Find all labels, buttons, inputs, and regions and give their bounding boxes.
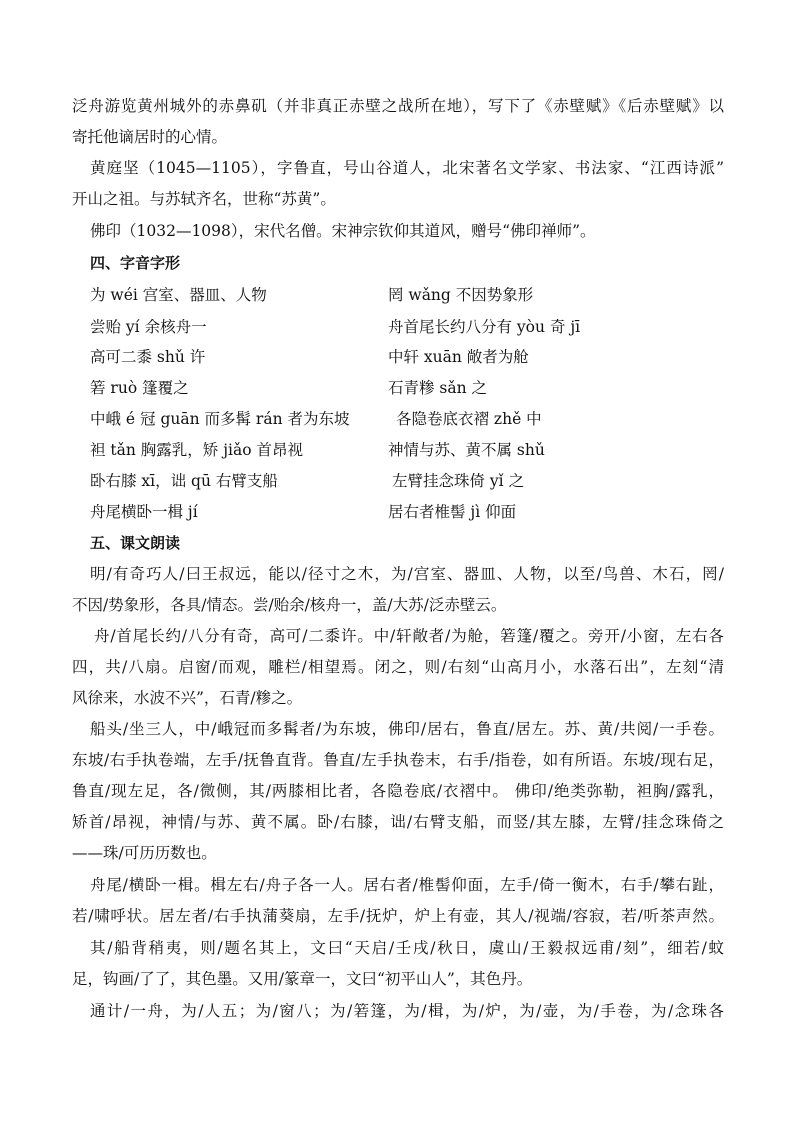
- reading-line: ——珠/可历历数也。: [72, 844, 217, 862]
- section-4-heading: 四、字音字形: [90, 254, 181, 272]
- pron-left-6: 袒 tǎn 胸露乳，矫 jiǎo 首昂视: [90, 441, 303, 459]
- pron-left-1: 为 wéi 宫室、器皿、人物: [90, 286, 267, 304]
- pron-right-6: 神情与苏、黄不属 shǔ: [388, 441, 545, 459]
- reading-line: 风徐来，水波不兴”，石青/糁之。: [72, 689, 303, 707]
- reading-line: 舟/首尾长约/八分有奇，高可/二黍许。中/轩敞者/为舱，箬篷/覆之。旁开/小窗，左右各: [94, 627, 724, 645]
- section-5-heading: 五、课文朗读: [90, 534, 181, 552]
- reading-line: 足，钩画/了了，其色墨。又用/篆章一，文曰“初平山人”，其色丹。: [72, 970, 533, 988]
- pron-left-3: 高可二黍 shǔ 许: [90, 348, 206, 366]
- pron-right-8: 居右者椎髻 jì 仰面: [388, 503, 517, 521]
- pron-right-2: 舟首尾长约八分有 yòu 奇 jī: [388, 318, 581, 336]
- reading-line: 东坡/右手执卷端，左手/抚鲁直背。鲁直/左手执卷末，右手/指卷，如有所语。东坡/现右足，: [72, 751, 724, 769]
- pron-right-7: 左臂挂念珠倚 yǐ 之: [392, 472, 525, 490]
- reading-line: 矫首/昂视，神情/与苏、黄不属。卧/右膝，诎/右臂支船，而竖/其左膝，左臂/挂念珠倚之: [72, 813, 724, 831]
- pron-left-2: 尝贻 yí 余核舟一: [90, 318, 207, 336]
- reading-line: 通计/一舟，为/人五；为/窗八；为/箬篷，为/楫，为/炉，为/壶，为/手卷，为/念珠各: [90, 1002, 724, 1020]
- foyin-line: 佛印（1032—1098），宋代名僧。宋神宗钦仰其道风，赠号“佛印禅师”。: [90, 222, 596, 240]
- pron-right-3: 中轩 xuān 敞者为舱: [388, 348, 529, 366]
- pron-right-4: 石青糁 sǎn 之: [388, 379, 488, 397]
- reading-line: 其/船背稍夷，则/题名其上，文曰“天启/壬戌/秋日，虞山/王毅叔远甫/刻”，细若/蚊: [90, 939, 724, 957]
- pron-right-1: 罔 wǎng 不因势象形: [388, 286, 534, 304]
- pron-left-5: 中峨 é 冠 guān 而多髯 rán 者为东坡: [90, 410, 350, 428]
- reading-line: 四，共/八扇。启窗/而观，雕栏/相望焉。闭之，则/右刻“山高月小，水落石出”，左刻“清: [72, 658, 724, 676]
- reading-line: 明/有奇巧人/曰王叔远，能以/径寸之木，为/宫室、器皿、人物，以至/鸟兽、木石，罔/: [90, 565, 724, 583]
- pron-right-5: 各隐卷底衣褶 zhě 中: [396, 410, 542, 428]
- huang-line-1: 黄庭坚（1045—1105），字鲁直，号山谷道人，北宋著名文学家、书法家、“江西诗派”: [90, 159, 724, 177]
- huang-line-2: 开山之祖。与苏轼齐名，世称“苏黄”。: [72, 190, 336, 208]
- reading-line: 不因/势象形，各具/情态。尝/贻余/核舟一，盖/大苏/泛赤壁云。: [72, 596, 507, 614]
- reading-line: 船头/坐三人，中/峨冠而多髯者/为东坡，佛印/居右，鲁直/居左。苏、黄/共阅/一手卷。: [90, 720, 724, 738]
- pron-left-4: 箬 ruò 篷覆之: [90, 379, 189, 397]
- intro-line-2: 寄托他谪居时的心情。: [72, 128, 228, 146]
- reading-line: 若/啸呼状。居左者/右手执蒲葵扇，左手/抚炉，炉上有壶，其人/视端/容寂，若/听茶声然。: [72, 907, 724, 925]
- intro-line-1: 泛舟游览黄州城外的赤鼻矶（并非真正赤壁之战所在地），写下了《赤壁赋》《后赤壁赋》以: [72, 97, 724, 115]
- pron-left-8: 舟尾横卧一楫 jí: [90, 503, 198, 521]
- reading-line: 鲁直/现左足，各/微侧，其/两膝相比者，各隐卷底/衣褶中。 佛印/绝类弥勒，袒胸/露乳，: [72, 782, 724, 800]
- reading-line: 舟尾/横卧一楫。楫左右/舟子各一人。居右者/椎髻仰面，左手/倚一衡木，右手/攀右趾，: [90, 876, 724, 894]
- pron-left-7: 卧右膝 xī，诎 qū 右臂支船: [90, 472, 278, 490]
